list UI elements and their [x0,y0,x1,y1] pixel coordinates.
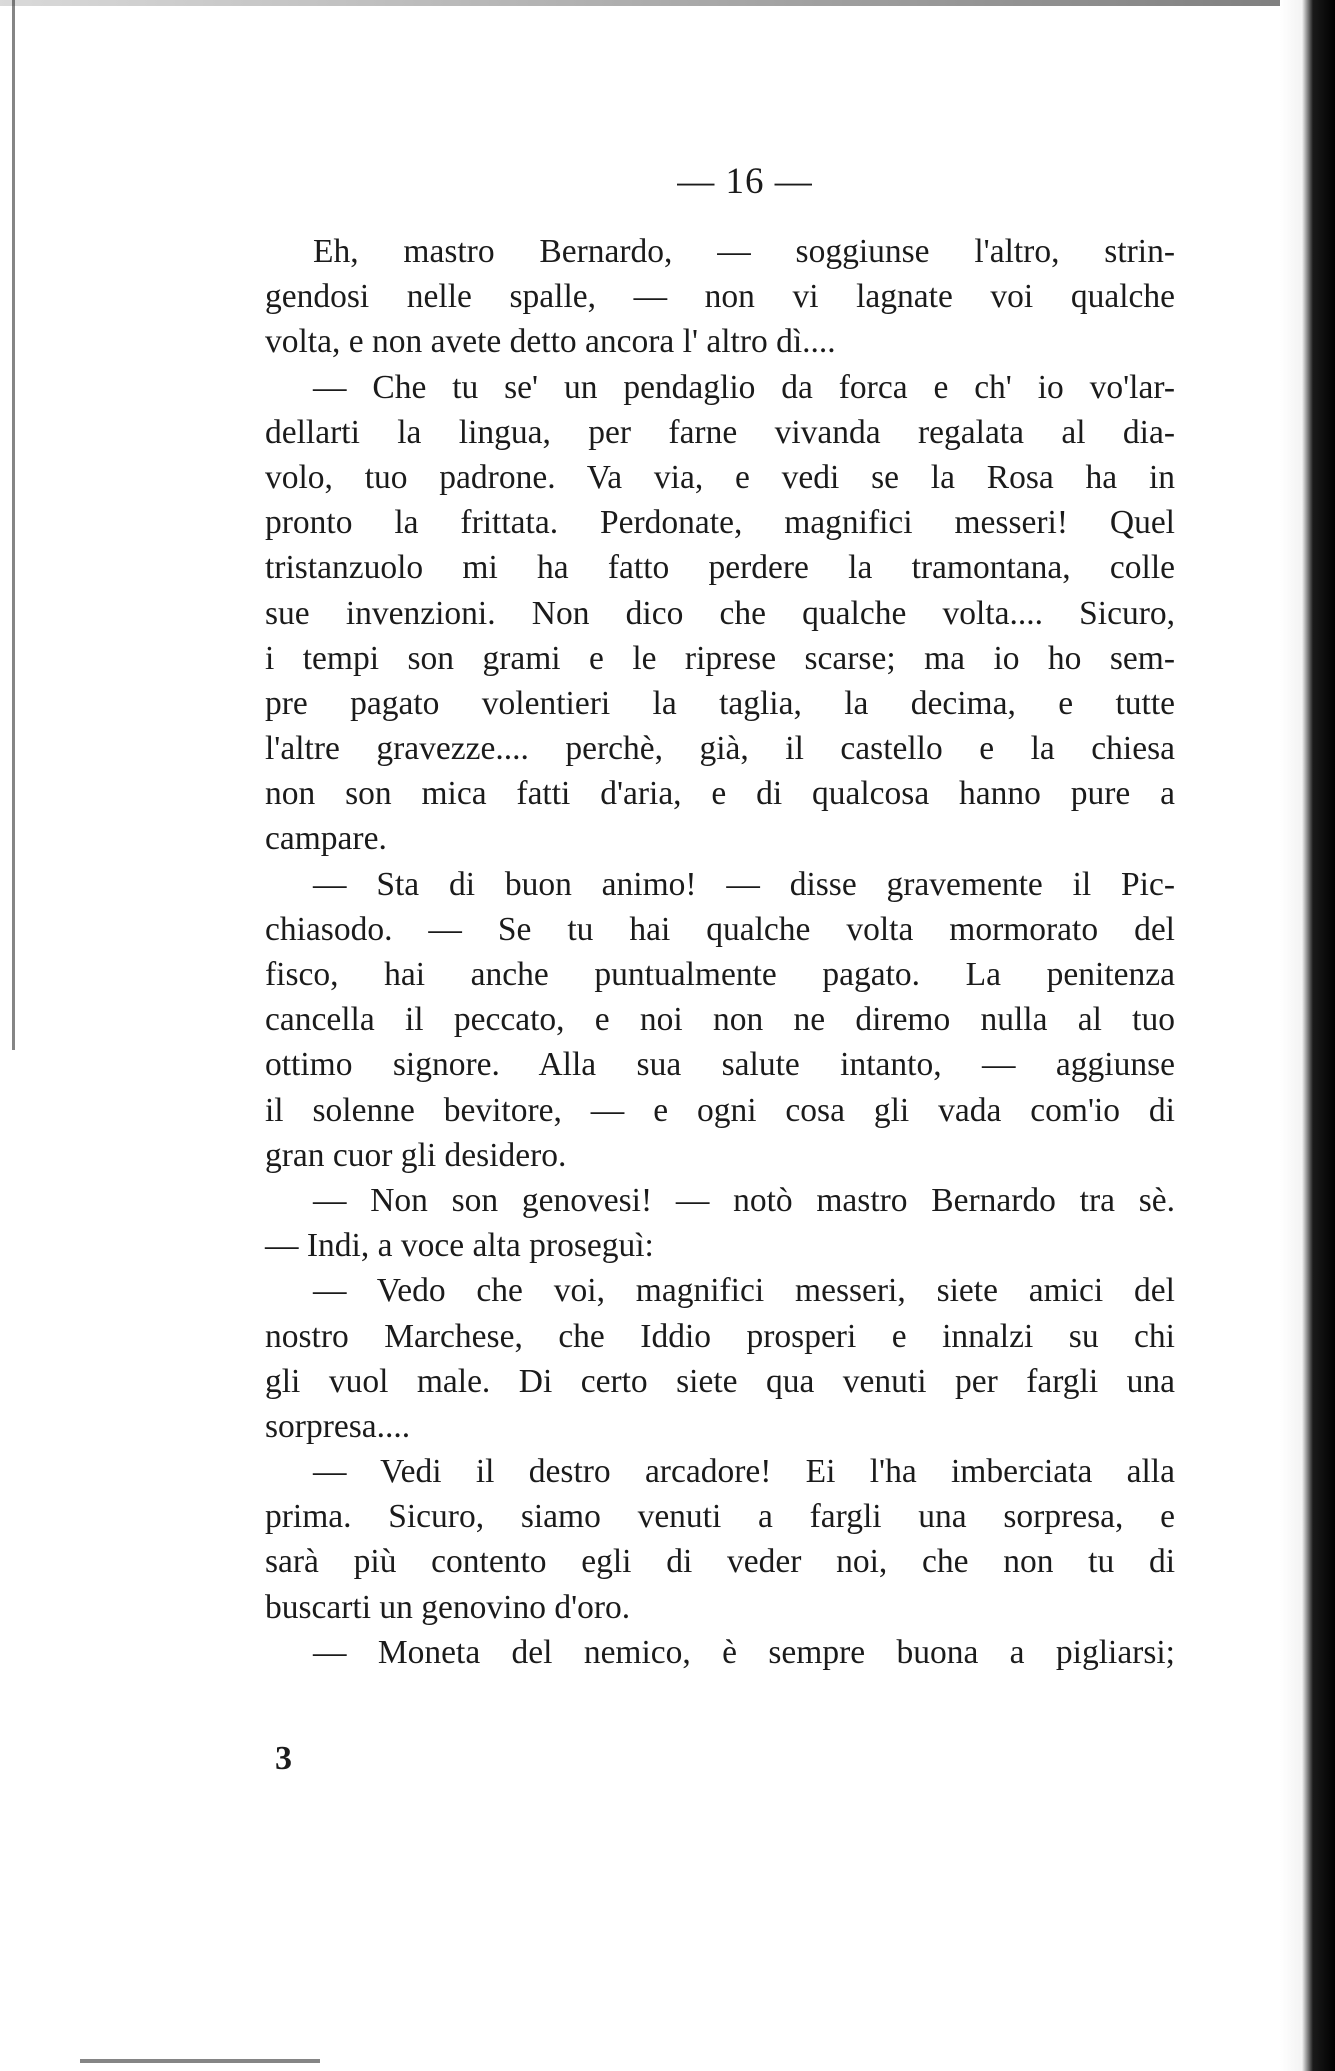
text-line: pre pagato volentieri la taglia, la decima, e tutte [265,684,1175,722]
text-line: ottimo signore. Alla sua salute intanto, — aggiunse [265,1046,1175,1084]
text-line: gran cuor gli desidero. [265,1136,567,1174]
text-line: — Non son genovesi! — notò mastro Bernardo tra sè. [313,1181,1175,1219]
text-line: sorpresa.... [265,1407,411,1445]
text-line: — Vedi il destro arcadore! Ei l'ha imberciata alla [313,1453,1175,1491]
text-line: — Che tu se' un pendaglio da forca e ch' io vo'lar- [313,368,1175,406]
text-line: Eh, mastro Bernardo, — soggiunse l'altro, strin- [313,233,1175,270]
text-line: pronto la frittata. Perdonate, magnifici messeri! Quel [265,504,1175,542]
text-line: cancella il peccato, e noi non ne diremo nulla al tuo [265,1001,1175,1039]
text-line: — Sta di buon animo! — disse gravemente il Pic- [313,865,1175,903]
text-line: i tempi son grami e le riprese scarse; ma io ho sem- [265,639,1175,677]
text-line: campare. [265,820,387,858]
text-line: gli vuol male. Di certo siete qua venuti per fargli una [265,1362,1175,1400]
text-line: — Indi, a voce alta proseguì: [265,1227,654,1265]
text-line: buscarti un genovino d'oro. [265,1588,631,1626]
text-line: tristanzuolo mi ha fatto perdere la tramontana, colle [265,549,1175,587]
body-text [265,229,1175,1675]
text-line: l'altre gravezze.... perchè, già, il castello e la chiesa [265,730,1175,768]
scan-edge-right [1280,0,1335,2071]
scan-edge-left [0,0,15,1050]
text-line: fisco, hai anche puntualmente pagato. La penitenza [265,956,1175,993]
text-line: volta, e non avete detto ancora l' altro dì.... [265,323,836,361]
text-line: chiasodo. — Se tu hai qualche volta mormorato del [265,910,1175,948]
text-line: volo, tuo padrone. Va via, e vedi se la Rosa ha in [265,458,1175,496]
text-line: dellarti la lingua, per farne vivanda regalata al dia- [265,413,1175,451]
book-page [265,160,1175,1675]
text-line: gendosi nelle spalle, — non vi lagnate voi qualche [265,278,1175,316]
text-line: — Moneta del nemico, è sempre buona a pigliarsi; [313,1633,1175,1671]
text-line: sarà più contento egli di veder noi, che non tu di [265,1543,1175,1581]
text-line: nostro Marchese, che Iddio prosperi e innalzi su chi [265,1317,1175,1355]
signature-mark: 3 [275,1740,292,1777]
page-number: — 16 — [677,161,813,202]
scan-edge-top [0,0,1335,6]
text-line: il solenne bevitore, — e ogni cosa gli vada com'io di [265,1091,1175,1129]
text-line: — Vedo che voi, magnifici messeri, siete amici del [313,1272,1175,1310]
text-line: prima. Sicuro, siamo venuti a fargli una sorpresa, e [265,1498,1175,1536]
scan-edge-bottom [80,2059,320,2063]
text-line: non son mica fatti d'aria, e di qualcosa hanno pure a [265,775,1175,813]
text-line: sue invenzioni. Non dico che qualche volta.... Sicuro, [265,594,1175,632]
